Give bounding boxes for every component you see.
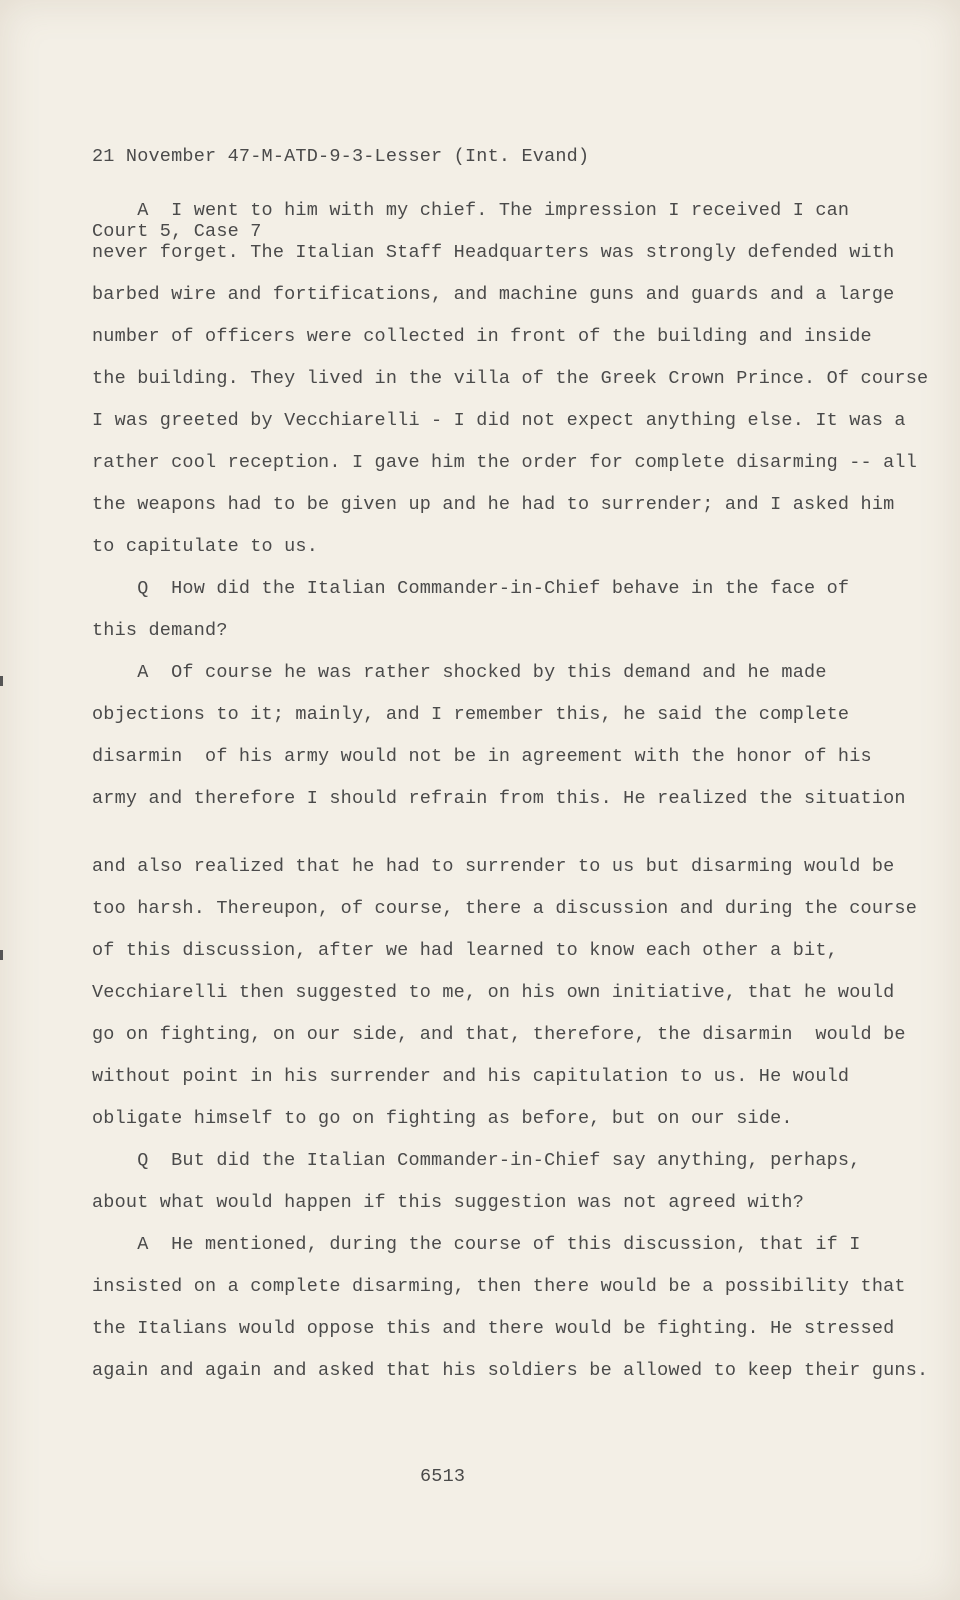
transcript-line: insisted on a complete disarming, then there would be a possibility that — [92, 1276, 906, 1297]
transcript-line: the Italians would oppose this and there would be fighting. He stressed — [92, 1318, 895, 1339]
transcript-line: to capitulate to us. — [92, 536, 319, 557]
transcript-line: Q How did the Italian Commander-in-Chief behave in the face of — [92, 578, 850, 599]
transcript-line: go on fighting, on our side, and that, therefore, the disarmin would be — [92, 1024, 906, 1045]
transcript-line: this demand? — [92, 620, 228, 641]
transcript-line: never forget. The Italian Staff Headquarters was strongly defended with — [92, 242, 895, 263]
transcript-line: disarmin of his army would not be in agreement with the honor of his — [92, 746, 872, 767]
transcript-line: A I went to him with my chief. The impression I received I can — [92, 200, 850, 221]
margin-mark — [0, 676, 3, 686]
transcript-line: the weapons had to be given up and he had to surrender; and I asked him — [92, 494, 895, 515]
transcript-line: number of officers were collected in front of the building and inside — [92, 326, 872, 347]
transcript-line: I was greeted by Vecchiarelli - I did not expect anything else. It was a — [92, 410, 906, 431]
header-line-1: 21 November 47-M-ATD-9-3-Lesser (Int. Evand) — [92, 146, 590, 167]
transcript-line: army and therefore I should refrain from this. He realized the situation — [92, 788, 906, 809]
transcript-line: obligate himself to go on fighting as before, but on our side. — [92, 1108, 793, 1129]
transcript-line: the building. They lived in the villa of the Greek Crown Prince. Of course — [92, 368, 929, 389]
transcript-line: again and again and asked that his soldiers be allowed to keep their guns. — [92, 1360, 929, 1381]
transcript-line: of this discussion, after we had learned to know each other a bit, — [92, 940, 838, 961]
header-line-2: Court 5, Case 7 — [92, 221, 262, 242]
transcript-line: Vecchiarelli then suggested to me, on his own initiative, that he would — [92, 982, 895, 1003]
transcript-line: without point in his surrender and his capitulation to us. He would — [92, 1066, 850, 1087]
transcript-line: barbed wire and fortifications, and machine guns and guards and a large — [92, 284, 895, 305]
transcript-line: rather cool reception. I gave him the order for complete disarming -- all — [92, 452, 918, 473]
transcript-line: objections to it; mainly, and I remember this, he said the complete — [92, 704, 850, 725]
transcript-line: A Of course he was rather shocked by this demand and he made — [92, 662, 827, 683]
margin-mark — [0, 950, 3, 960]
transcript-line: and also realized that he had to surrender to us but disarming would be — [92, 856, 895, 877]
transcript-line: Q But did the Italian Commander-in-Chief say anything, perhaps, — [92, 1150, 861, 1171]
page-number: 6513 — [420, 1466, 466, 1487]
document-header — [92, 94, 589, 294]
transcript-line: too harsh. Thereupon, of course, there a discussion and during the course — [92, 898, 918, 919]
transcript-line: A He mentioned, during the course of this discussion, that if I — [92, 1234, 861, 1255]
transcript-line: about what would happen if this suggestion was not agreed with? — [92, 1192, 805, 1213]
